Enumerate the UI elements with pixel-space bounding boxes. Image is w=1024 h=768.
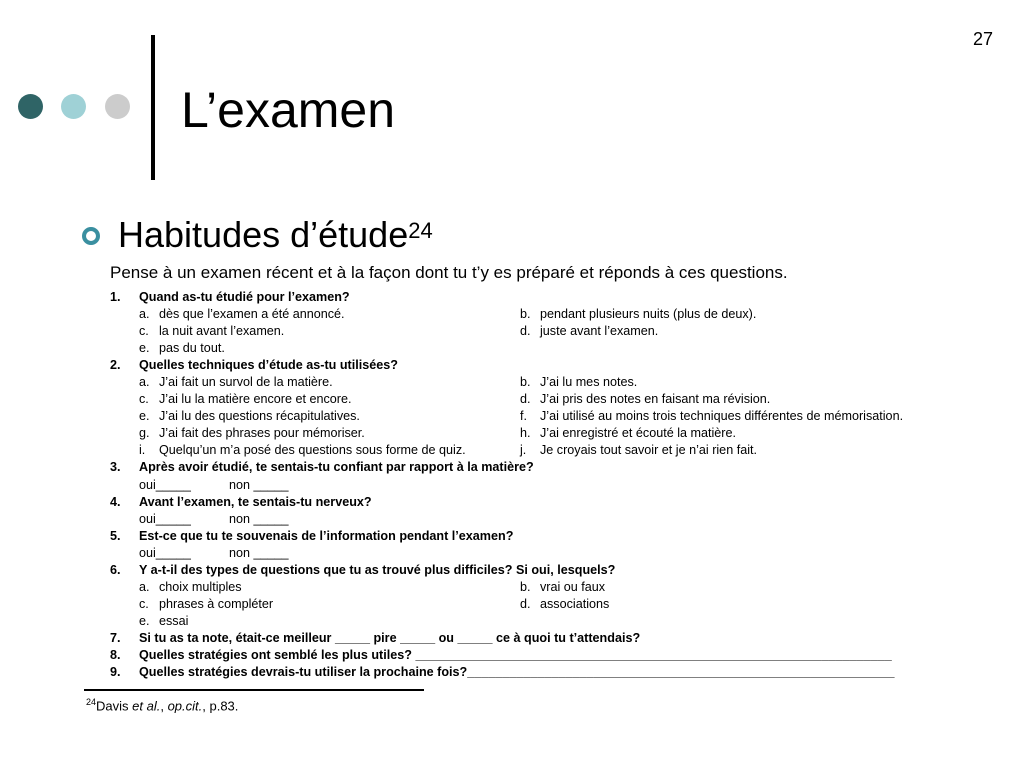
footnote-author: Davis (96, 698, 133, 714)
option: c. phrases à compléter (139, 596, 274, 611)
option: c. la nuit avant l’examen. (139, 324, 285, 339)
option-row (110, 340, 970, 357)
question-row (110, 562, 970, 579)
question-text: Après avoir étudié, te sentais-tu confiant par rapport à la matière? (139, 460, 534, 475)
intro-text: Pense à un examen récent et à la façon dont tu t’y es préparé et réponds à ces questions. (110, 263, 788, 282)
section-heading-text: Habitudes d’étude (118, 214, 409, 255)
footnote-divider (84, 689, 424, 691)
footnote-sep: , (160, 698, 168, 714)
answer-non: non _____ (229, 511, 289, 526)
answer-oui: oui_____ (139, 477, 191, 492)
option-row (110, 391, 970, 408)
question-text: Avant l’examen, te sentais-tu nerveux? (139, 494, 372, 509)
option-row (110, 408, 970, 425)
option: h. J’ai enregistré et écouté la matière. (520, 426, 737, 441)
option-row (110, 306, 970, 323)
question-number: 7. (110, 630, 121, 645)
question-text: Y a-t-il des types de questions que tu as trouvé plus difficiles? Si oui, lesquels? (139, 562, 616, 577)
answer-oui: oui_____ (139, 545, 191, 560)
option: e. essai (139, 613, 189, 628)
answer-row (110, 511, 970, 528)
question-number: 5. (110, 528, 121, 543)
option-row (110, 374, 970, 391)
question-row (110, 528, 970, 545)
option: g. J’ai fait des phrases pour mémoriser. (139, 426, 365, 441)
option: d. juste avant l’examen. (520, 324, 659, 339)
option: d. J’ai pris des notes en faisant ma révision. (520, 392, 771, 407)
question-number: 1. (110, 290, 121, 304)
footnote-ref: 24 (408, 218, 433, 243)
footnote-opcit: op.cit. (167, 698, 203, 714)
option: e. pas du tout. (139, 341, 225, 356)
decor-dot-light (61, 94, 86, 119)
option: i. Quelqu’un m’a posé des questions sous forme de quiz. (139, 443, 466, 458)
question-row (110, 357, 970, 374)
answer-row (110, 477, 970, 494)
option: b. pendant plusieurs nuits (plus de deux). (520, 307, 757, 322)
footnote-page: , p.83. (202, 698, 239, 714)
question-number: 2. (110, 358, 121, 373)
answer-oui: oui_____ (139, 511, 191, 526)
option: f. J’ai utilisé au moins trois techniques différentes de mémorisation. (520, 409, 904, 424)
question-number: 8. (110, 647, 121, 662)
question-number: 9. (110, 665, 121, 680)
question-text: Quelles techniques d’étude as-tu utilisées? (139, 358, 398, 373)
question-row (110, 494, 970, 511)
footnote-number: 24 (86, 697, 97, 707)
section-heading (118, 212, 433, 258)
question-text: Quelles stratégies devrais-tu utiliser la prochaine fois?_____________________________________________________________ (139, 665, 895, 680)
question-text: Quelles stratégies ont semblé les plus utiles? ____________________________________________________________________ (139, 647, 892, 662)
option: c. J’ai lu la matière encore et encore. (139, 392, 352, 407)
footnote-etal: et al. (132, 698, 161, 714)
title-divider (151, 35, 155, 180)
option: a. J’ai fait un survol de la matière. (139, 375, 333, 390)
decor-dot-grey (105, 94, 130, 119)
option: d. associations (520, 596, 610, 611)
footnote (86, 697, 238, 713)
option-row (110, 442, 970, 459)
question-row (110, 289, 970, 306)
question-number: 6. (110, 562, 121, 577)
question-row (110, 647, 970, 664)
option: a. choix multiples (139, 579, 242, 594)
option-row (110, 596, 970, 613)
option: b. vrai ou faux (520, 579, 606, 594)
question-number: 4. (110, 494, 121, 509)
question-text: Quand as-tu étudié pour l’examen? (139, 290, 350, 304)
question-row (110, 630, 970, 647)
slide-title: L’examen (181, 82, 396, 138)
question-row (110, 459, 970, 476)
answer-row (110, 545, 970, 562)
option: j. Je croyais tout savoir et je n’ai rien fait. (520, 443, 757, 458)
option-row (110, 425, 970, 442)
option: b. J’ai lu mes notes. (520, 375, 638, 390)
question-text: Est-ce que tu te souvenais de l’information pendant l’examen? (139, 528, 514, 543)
option: e. J’ai lu des questions récapitulatives. (139, 409, 360, 424)
question-text: Si tu as ta note, était-ce meilleur _____ pire _____ ou _____ ce à quoi tu t’attendais? (139, 630, 641, 645)
decor-dot-dark (18, 94, 43, 119)
option-row (110, 613, 970, 630)
option-row (110, 323, 970, 340)
answer-non: non _____ (229, 545, 289, 560)
bullet-ring-icon (82, 227, 100, 245)
question-number: 3. (110, 460, 121, 475)
answer-non: non _____ (229, 477, 289, 492)
questionnaire (110, 289, 970, 681)
question-row (110, 664, 970, 681)
option-row (110, 579, 970, 596)
page-number: 27 (972, 29, 993, 49)
option: a. dès que l’examen a été annoncé. (139, 307, 345, 322)
